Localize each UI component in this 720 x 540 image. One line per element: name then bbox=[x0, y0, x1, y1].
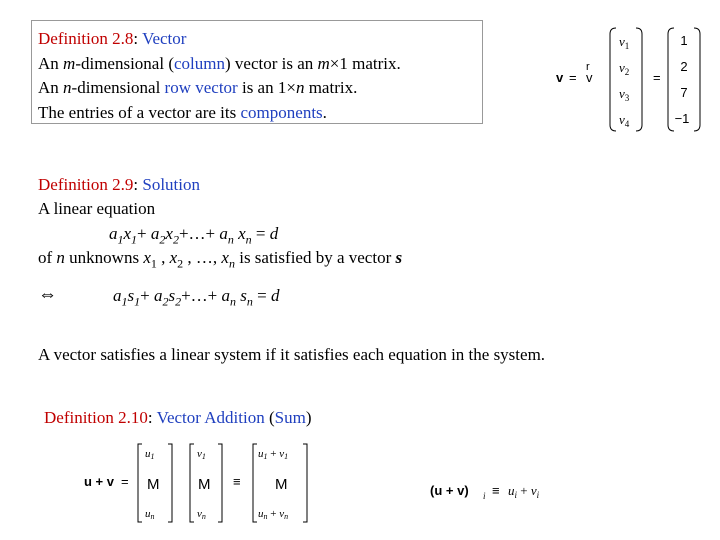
satisfied-equation: $a_1s_1+$ $a_2s_2+\dots+ a_n$ $s_n = d$ bbox=[113, 286, 280, 309]
equiv-sign: ≡ bbox=[492, 483, 500, 498]
left-paren bbox=[610, 28, 616, 131]
right-paren bbox=[694, 28, 700, 131]
definition-title-2-9 bbox=[38, 173, 200, 198]
definition-name: Vector bbox=[142, 29, 187, 48]
componentwise-sum: $u_i + v_i$ bbox=[508, 483, 540, 500]
title-separator: : bbox=[147, 408, 157, 427]
column-entry: un + vn bbox=[258, 508, 289, 521]
text: An bbox=[38, 53, 64, 73]
right-bracket bbox=[303, 444, 307, 522]
equals-sign: = bbox=[653, 70, 661, 85]
vector-entries bbox=[619, 34, 630, 129]
column-entry: vn bbox=[197, 508, 206, 521]
vector-equation bbox=[554, 25, 720, 135]
text: . bbox=[322, 102, 327, 122]
left-bracket bbox=[190, 444, 194, 522]
text: ) bbox=[305, 408, 312, 427]
text: The entries of a vector are its bbox=[38, 102, 241, 122]
definition-line: of n unknowns $x_1$ , $x_2$ , …, $x_n$ is satisfied by a vector s bbox=[38, 248, 403, 271]
equiv-sign: ≡ bbox=[233, 474, 241, 489]
vertical-ellipsis: M bbox=[147, 476, 160, 493]
lhs-sum: u + v bbox=[84, 474, 114, 489]
lhs-vector: v bbox=[556, 70, 564, 85]
vector-value: 2 bbox=[680, 59, 688, 74]
vector-letter: v bbox=[586, 70, 593, 85]
text: ) vector is an bbox=[224, 53, 318, 73]
text: ( bbox=[264, 408, 275, 427]
definition-title-2-10 bbox=[44, 406, 311, 431]
left-bracket bbox=[138, 444, 142, 522]
vertical-ellipsis: M bbox=[275, 476, 288, 493]
sum-group: (u + v) bbox=[430, 483, 469, 498]
vector-entry: $v_2$ bbox=[619, 60, 630, 77]
math-var: n bbox=[295, 78, 305, 97]
vector-value: −1 bbox=[674, 111, 690, 126]
text: An bbox=[38, 78, 64, 97]
right-bracket bbox=[218, 444, 222, 522]
math-var: m bbox=[317, 53, 330, 73]
vertical-ellipsis: M bbox=[198, 476, 211, 493]
column-entry: u1 + v1 bbox=[258, 448, 289, 461]
text: is an 1× bbox=[237, 78, 296, 97]
definition-number: Definition 2.8 bbox=[38, 29, 134, 48]
definition-title-2-8 bbox=[38, 27, 482, 52]
arrow-mark: r bbox=[586, 61, 590, 73]
definition-box-2-8 bbox=[31, 20, 483, 124]
text: ×1 matrix. bbox=[329, 53, 401, 73]
math-var: n bbox=[63, 78, 72, 97]
keyword: components bbox=[240, 102, 323, 122]
keyword: Sum bbox=[274, 408, 306, 427]
title-separator: : bbox=[133, 175, 143, 194]
column-entry: u1 bbox=[145, 448, 155, 461]
componentwise-equation bbox=[428, 474, 558, 506]
definition-number: Definition 2.9 bbox=[38, 175, 134, 194]
left-bracket bbox=[253, 444, 257, 522]
column-entry: un bbox=[145, 508, 155, 521]
vector-entry: $v_1$ bbox=[619, 34, 630, 51]
definition-line bbox=[38, 101, 482, 126]
linear-equation: $a_1x_1+$ $a_2x_2+\dots+ a_n$ $x_n = d$ bbox=[109, 224, 279, 247]
definition-line bbox=[38, 76, 482, 101]
vector-addition-equation bbox=[82, 440, 322, 526]
definition-line: A linear equation bbox=[38, 199, 156, 218]
text: -dimensional bbox=[71, 78, 165, 97]
definition-line bbox=[38, 52, 482, 77]
right-bracket bbox=[168, 444, 172, 522]
text: -dimensional ( bbox=[75, 53, 174, 73]
iff-symbol: ⇔ bbox=[38, 284, 57, 305]
keyword: row vector bbox=[164, 78, 238, 97]
title-separator: : bbox=[133, 29, 143, 48]
system-sentence: A vector satisfies a linear system if it satisfies each equation in the system. bbox=[38, 345, 546, 364]
vector-value: 7 bbox=[680, 85, 688, 100]
equals-sign: = bbox=[569, 70, 577, 85]
vector-entry: $v_3$ bbox=[619, 86, 630, 103]
equals-sign: = bbox=[121, 474, 129, 489]
subscript: i bbox=[483, 491, 486, 501]
vector-value: 1 bbox=[680, 33, 688, 48]
definition-name: Vector Addition bbox=[156, 408, 265, 427]
vector-entry: $v_4$ bbox=[619, 112, 630, 129]
column-entry: v1 bbox=[197, 448, 206, 461]
keyword: column bbox=[173, 53, 225, 73]
vector-values bbox=[675, 33, 690, 126]
definition-name: Solution bbox=[142, 175, 200, 194]
text: matrix. bbox=[304, 78, 358, 97]
definition-number: Definition 2.10 bbox=[44, 408, 148, 427]
math-var: m bbox=[63, 53, 76, 73]
right-paren bbox=[636, 28, 642, 131]
left-paren bbox=[668, 28, 674, 131]
